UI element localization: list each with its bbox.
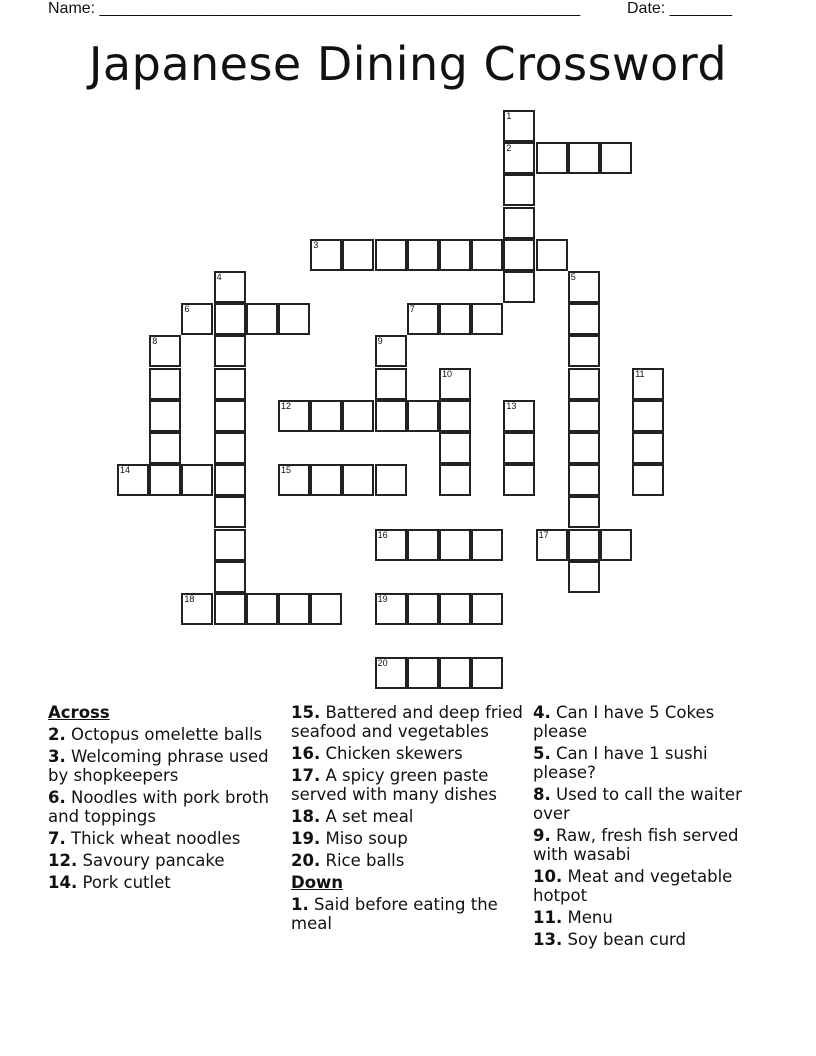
- clue-number: 13: [506, 400, 517, 411]
- grid-cell[interactable]: [246, 303, 278, 335]
- grid-cell[interactable]: [149, 335, 181, 367]
- grid-cell[interactable]: [375, 593, 407, 625]
- grid-cell[interactable]: [310, 239, 342, 271]
- grid-cell[interactable]: [536, 529, 568, 561]
- grid-cell[interactable]: [503, 432, 535, 464]
- grid-cell[interactable]: [149, 432, 181, 464]
- grid-cell[interactable]: [503, 174, 535, 206]
- clue-down-11: 11. Menu: [533, 908, 613, 927]
- clue-across-16: 16. Chicken skewers: [291, 744, 463, 763]
- across-heading: Across: [48, 703, 110, 722]
- grid-cell[interactable]: [407, 239, 439, 271]
- grid-cell[interactable]: [439, 400, 471, 432]
- grid-cell[interactable]: [471, 593, 503, 625]
- clue-number: 5: [570, 272, 576, 282]
- clue-number: 14: [120, 465, 131, 476]
- grid-cell[interactable]: [568, 368, 600, 400]
- grid-cell[interactable]: [503, 239, 535, 271]
- grid-cell[interactable]: [246, 593, 278, 625]
- name-line: Name: ______________________________________________________: [48, 0, 581, 17]
- grid-cell[interactable]: [310, 464, 342, 496]
- grid-cell[interactable]: [568, 496, 600, 528]
- grid-cell[interactable]: [407, 400, 439, 432]
- grid-cell[interactable]: [342, 464, 374, 496]
- clue-number: 12: [281, 400, 292, 411]
- grid-cell[interactable]: [310, 400, 342, 432]
- grid-cell[interactable]: [503, 271, 535, 303]
- grid-cell[interactable]: [149, 464, 181, 496]
- grid-cell[interactable]: [471, 239, 503, 271]
- clue-down-13: 13. Soy bean curd: [533, 930, 686, 949]
- clue-number: 3: [313, 239, 319, 250]
- grid-cell[interactable]: [375, 239, 407, 271]
- grid-cell[interactable]: [471, 529, 503, 561]
- clue-number: 6: [184, 304, 190, 315]
- grid-cell[interactable]: [439, 303, 471, 335]
- grid-cell[interactable]: [214, 529, 246, 561]
- clue-across-6: 6. Noodles with pork broth and toppings: [48, 788, 269, 826]
- clue-number: 18: [184, 594, 195, 604]
- grid-cell[interactable]: [181, 464, 213, 496]
- grid-cell[interactable]: [632, 400, 664, 432]
- grid-cell[interactable]: [471, 303, 503, 335]
- grid-cell[interactable]: [375, 400, 407, 432]
- grid-cell[interactable]: [117, 464, 149, 496]
- date-line: Date: _______: [627, 0, 732, 17]
- grid-cell[interactable]: [503, 110, 535, 142]
- clue-across-15: 15. Battered and deep fried seafood and vegetables: [291, 703, 523, 741]
- grid-cell[interactable]: [310, 593, 342, 625]
- grid-cell[interactable]: [278, 303, 310, 335]
- clue-column-2: [291, 703, 526, 936]
- grid-cell[interactable]: [568, 561, 600, 593]
- grid-cell[interactable]: [632, 432, 664, 464]
- grid-cell[interactable]: [568, 432, 600, 464]
- grid-cell[interactable]: [214, 400, 246, 432]
- grid-cell[interactable]: [214, 464, 246, 496]
- clue-across-19: 19. Miso soup: [291, 829, 408, 848]
- grid-cell[interactable]: [342, 400, 374, 432]
- grid-cell[interactable]: [439, 239, 471, 271]
- clue-column-3: [533, 703, 768, 952]
- grid-cell[interactable]: [439, 464, 471, 496]
- grid-cell[interactable]: [568, 335, 600, 367]
- grid-cell[interactable]: [407, 657, 439, 689]
- grid-cell[interactable]: [375, 529, 407, 561]
- clue-down-10: 10. Meat and vegetable hotpot: [533, 867, 733, 905]
- grid-cell[interactable]: [439, 368, 471, 400]
- clue-down-8: 8. Used to call the waiter over: [533, 785, 742, 823]
- grid-cell[interactable]: [568, 529, 600, 561]
- grid-cell[interactable]: [181, 593, 213, 625]
- grid-cell[interactable]: [375, 335, 407, 367]
- grid-cell[interactable]: [407, 593, 439, 625]
- grid-cell[interactable]: [503, 207, 535, 239]
- clue-number: 11: [635, 368, 645, 379]
- grid-cell[interactable]: [536, 239, 568, 271]
- grid-cell[interactable]: [600, 142, 632, 174]
- grid-cell[interactable]: [342, 239, 374, 271]
- grid-cell[interactable]: [471, 657, 503, 689]
- grid-cell[interactable]: [375, 464, 407, 496]
- clue-across-18: 18. A set meal: [291, 807, 414, 826]
- clue-down-9: 9. Raw, fresh fish served with wasabi: [533, 826, 739, 864]
- grid-cell[interactable]: [214, 303, 246, 335]
- clue-across-7: 7. Thick wheat noodles: [48, 829, 241, 848]
- grid-cell[interactable]: [503, 464, 535, 496]
- grid-cell[interactable]: [214, 561, 246, 593]
- grid-cell[interactable]: [568, 464, 600, 496]
- clue-number: 15: [281, 465, 292, 476]
- clue-number: 2: [506, 143, 512, 154]
- grid-cell[interactable]: [503, 142, 535, 174]
- clue-down-4: 4. Can I have 5 Cokes please: [533, 703, 715, 741]
- clue-column-1: [48, 703, 283, 895]
- grid-cell[interactable]: [439, 593, 471, 625]
- grid-cell[interactable]: [407, 529, 439, 561]
- clue-number: 16: [377, 529, 388, 540]
- grid-cell[interactable]: [568, 303, 600, 335]
- clue-across-12: 12. Savoury pancake: [48, 851, 225, 870]
- grid-cell[interactable]: [375, 368, 407, 400]
- grid-cell[interactable]: [568, 142, 600, 174]
- grid-cell[interactable]: [536, 142, 568, 174]
- grid-cell[interactable]: [407, 303, 439, 335]
- clue-across-2: 2. Octopus omelette balls: [48, 725, 263, 744]
- grid-cell[interactable]: [181, 303, 213, 335]
- grid-cell[interactable]: [600, 529, 632, 561]
- grid-cell[interactable]: [503, 400, 535, 432]
- grid-cell[interactable]: [214, 593, 246, 625]
- clue-number: 9: [377, 336, 383, 347]
- clue-down-1: 1. Said before eating the meal: [291, 895, 498, 933]
- clue-number: 1: [506, 111, 512, 121]
- clue-down-5: 5. Can I have 1 sushi please?: [533, 744, 708, 782]
- grid-cell[interactable]: [568, 400, 600, 432]
- clue-number: 4: [216, 272, 222, 282]
- grid-cell[interactable]: [214, 335, 246, 367]
- page-title: Japanese Dining Crossword: [88, 37, 728, 91]
- grid-cell[interactable]: [568, 271, 600, 303]
- grid-cell[interactable]: [214, 432, 246, 464]
- grid-cell[interactable]: [439, 432, 471, 464]
- clue-number: 17: [538, 529, 549, 540]
- clue-number: 8: [152, 336, 158, 347]
- clue-across-3: 3. Welcoming phrase used by shopkeepers: [48, 747, 269, 785]
- grid-cell[interactable]: [278, 593, 310, 625]
- grid-cell[interactable]: [149, 368, 181, 400]
- down-heading: Down: [291, 873, 344, 892]
- clue-number: 20: [377, 658, 388, 669]
- grid-cell[interactable]: [632, 464, 664, 496]
- grid-cell[interactable]: [278, 464, 310, 496]
- grid-cell[interactable]: [278, 400, 310, 432]
- grid-cell[interactable]: [439, 657, 471, 689]
- grid-cell[interactable]: [214, 496, 246, 528]
- clue-number: 7: [409, 304, 415, 315]
- grid-cell[interactable]: [149, 400, 181, 432]
- grid-cell[interactable]: [632, 368, 664, 400]
- grid-cell[interactable]: [375, 657, 407, 689]
- grid-cell[interactable]: [214, 271, 246, 303]
- grid-cell[interactable]: [214, 368, 246, 400]
- clue-number: 10: [442, 368, 453, 379]
- clue-number: 19: [377, 594, 388, 604]
- grid-cell[interactable]: [439, 529, 471, 561]
- clue-across-17: 17. A spicy green paste served with many dishes: [291, 766, 497, 804]
- clue-across-14: 14. Pork cutlet: [48, 873, 171, 892]
- clue-across-20: 20. Rice balls: [291, 851, 405, 870]
